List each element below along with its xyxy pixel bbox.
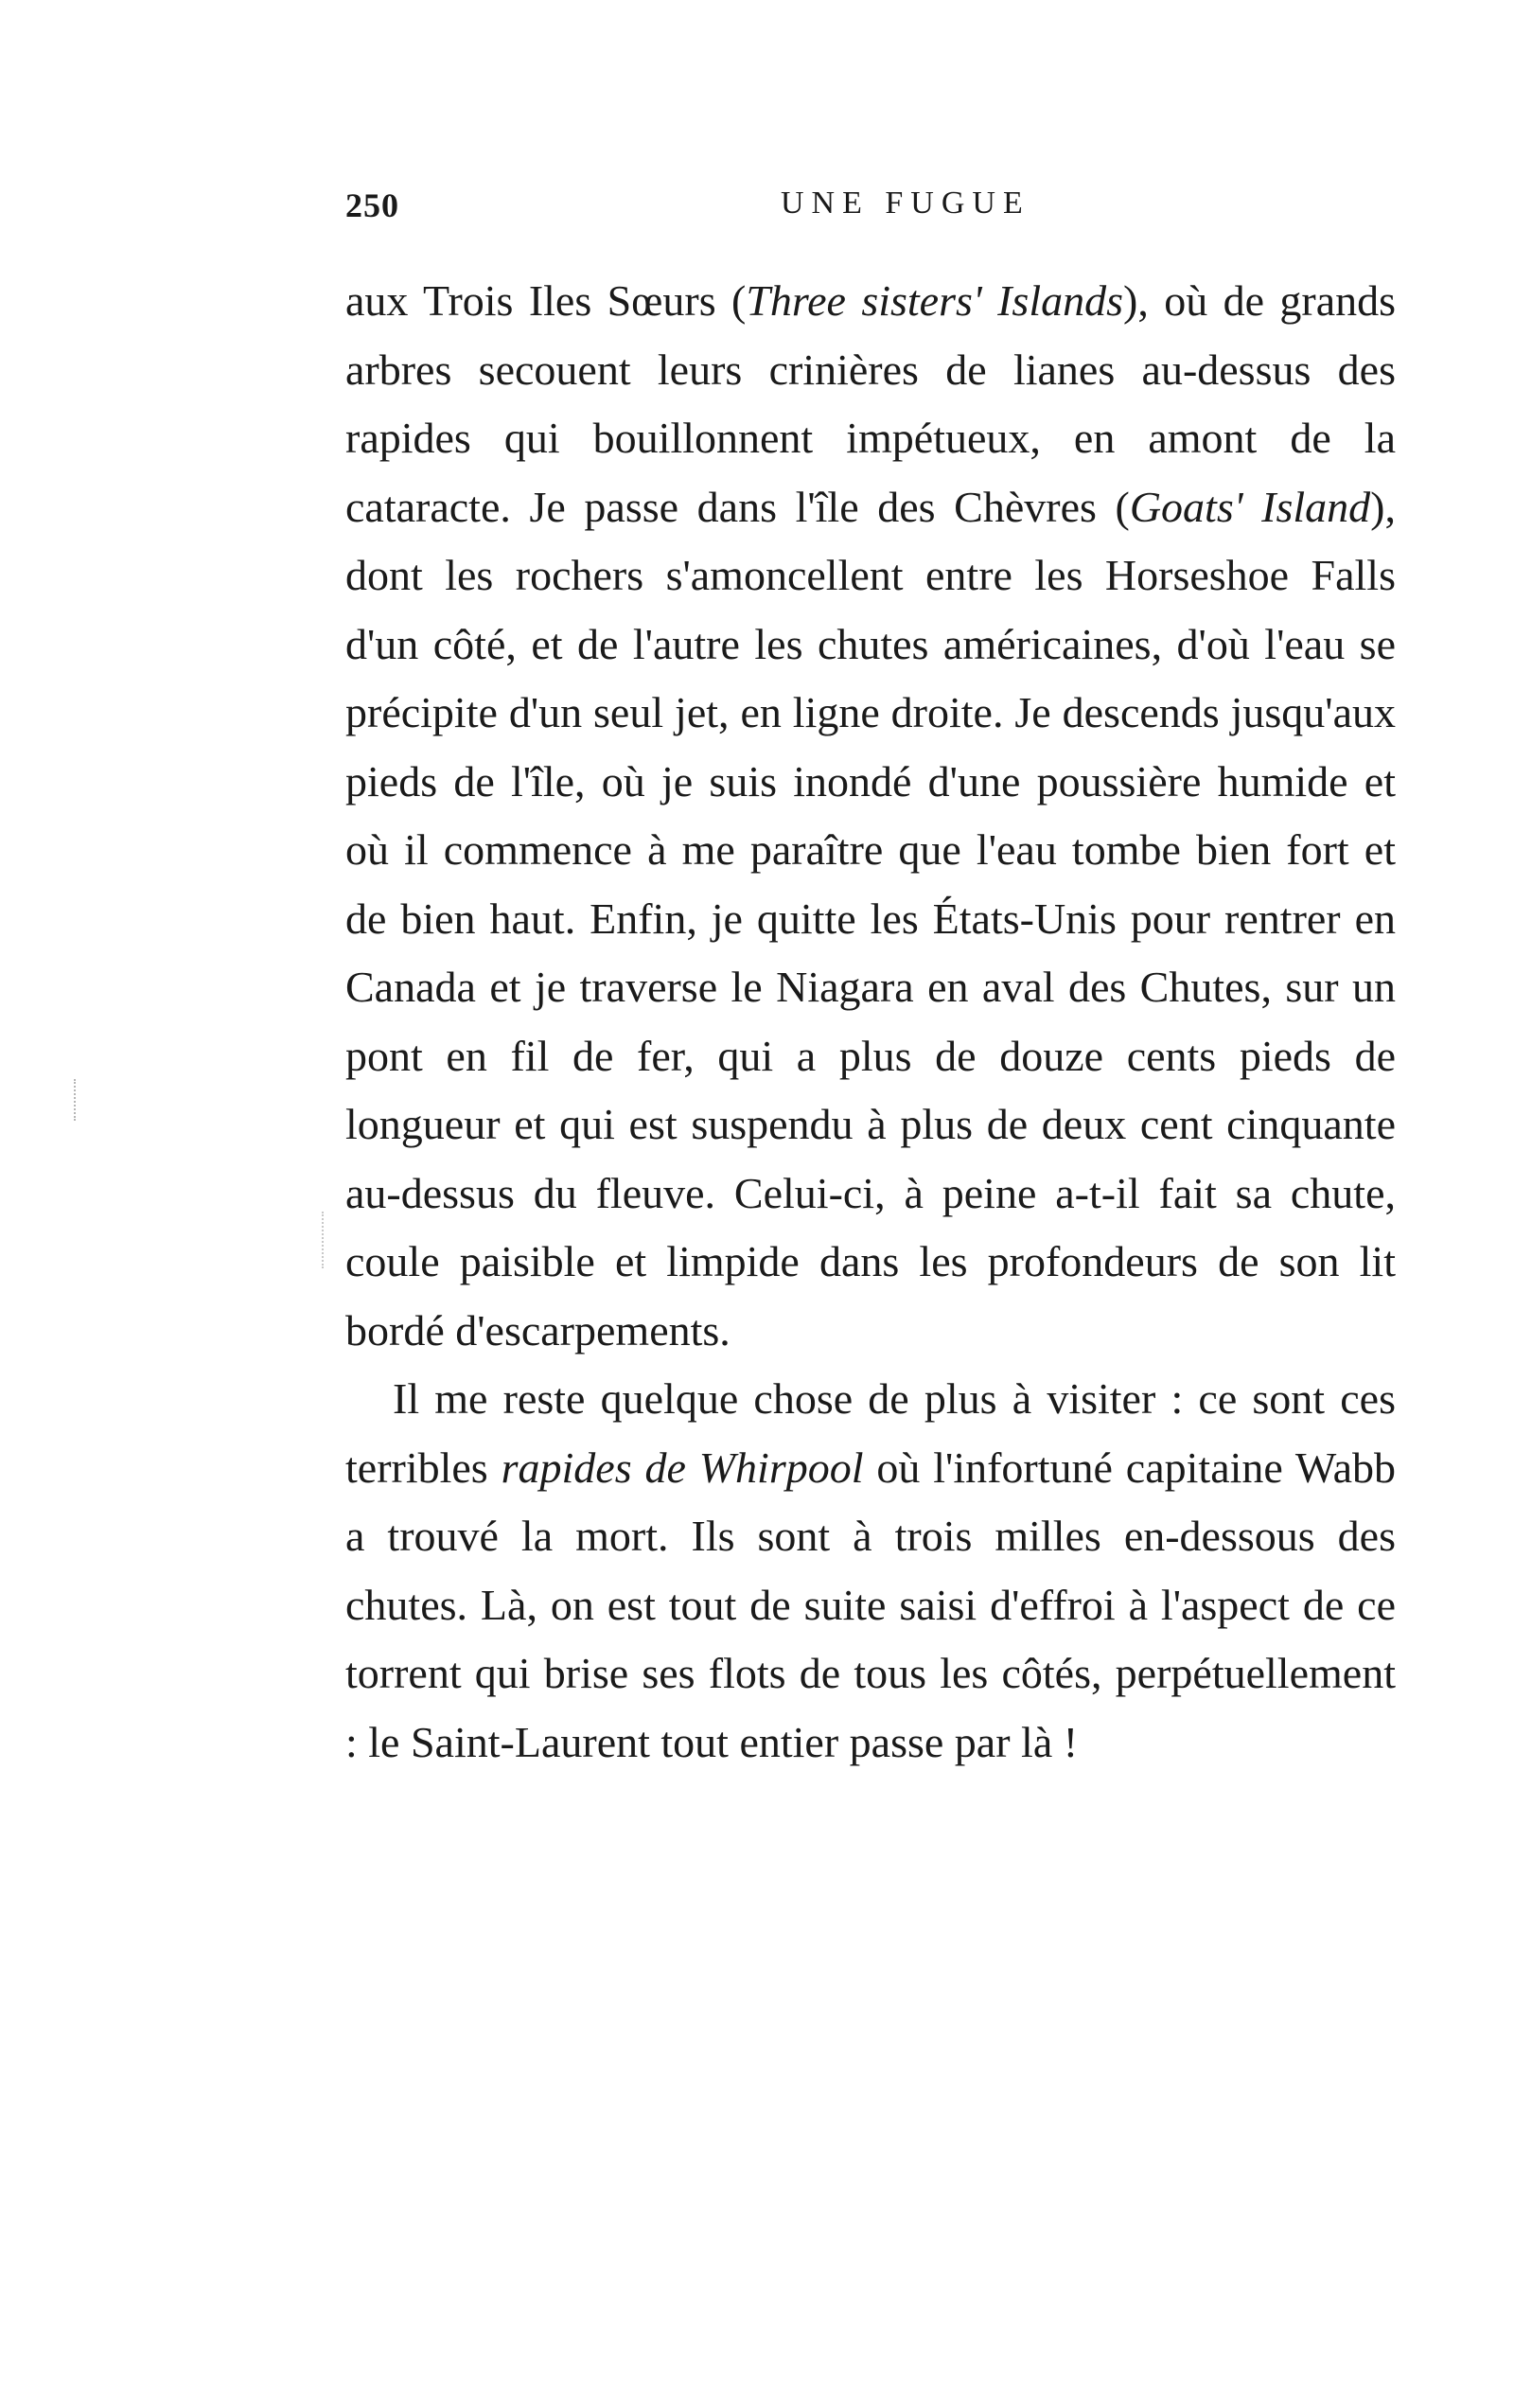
paragraph-2-italic-1: rapides de Whirpool: [501, 1443, 864, 1492]
body-text: [345, 267, 1396, 1777]
paragraph-1-text-1: aux Trois Iles Sœurs (: [345, 276, 747, 325]
paragraph-1-text-2: ), où de grands arbres secouent leurs crinières de lianes au-dessus des rapides qui bouillonnent impétueux, en amont de la cataracte. Je passe dans l'île des Chèvres (: [345, 276, 1397, 531]
scan-margin-mark: [74, 1079, 78, 1121]
paragraph-2-text-1: Il me reste quelque chose de plus à visiter : ce sont ces terribles: [345, 1374, 1396, 1492]
running-head: UNE FUGUE: [781, 186, 1030, 221]
paragraph-1: [345, 267, 1396, 1365]
paragraph-2-text-2: où l'infortuné capitaine Wabb a trouvé la mort. Ils sont à trois milles en-dessous des chutes. Là, on est tout de suite saisi d'effroi à l'aspect de ce torrent qui brise ses flots de tous les côtés, perpétuellement : le Saint-Laurent tout entier passe par là !: [345, 1443, 1397, 1766]
paragraph-1-italic-2: Goats' Island: [1129, 482, 1371, 531]
page-header: [345, 186, 1396, 227]
paragraph-1-text-3: ), dont les rochers s'amoncellent entre les Horseshoe Falls d'un côté, et de l'autre les chutes américaines, d'où l'eau se précipite d'un seul jet, en ligne droite. Je descends jusqu'aux pieds de l'île, où je suis inondé d'une poussière humide et où il commence à me paraître que l'eau tombe bien fort et de bien haut. Enfin, je quitte les États-Unis pour rentrer en Canada et je traverse le Niagara en aval des Chutes, sur un pont en fil de fer, qui a plus de douze cents pieds de longueur et qui est suspendu à plus de deux cent cinquante au-dessus du fleuve. Celui-ci, à peine a-t-il fait sa chute, coule paisible et limpide dans les profondeurs de son lit bordé d'escarpements.: [345, 482, 1396, 1354]
paragraph-1-italic-1: Three sisters' Islands: [746, 276, 1124, 325]
paragraph-2: [345, 1365, 1396, 1777]
scan-margin-mark-2: [322, 1212, 326, 1268]
page-number: 250: [345, 186, 399, 224]
